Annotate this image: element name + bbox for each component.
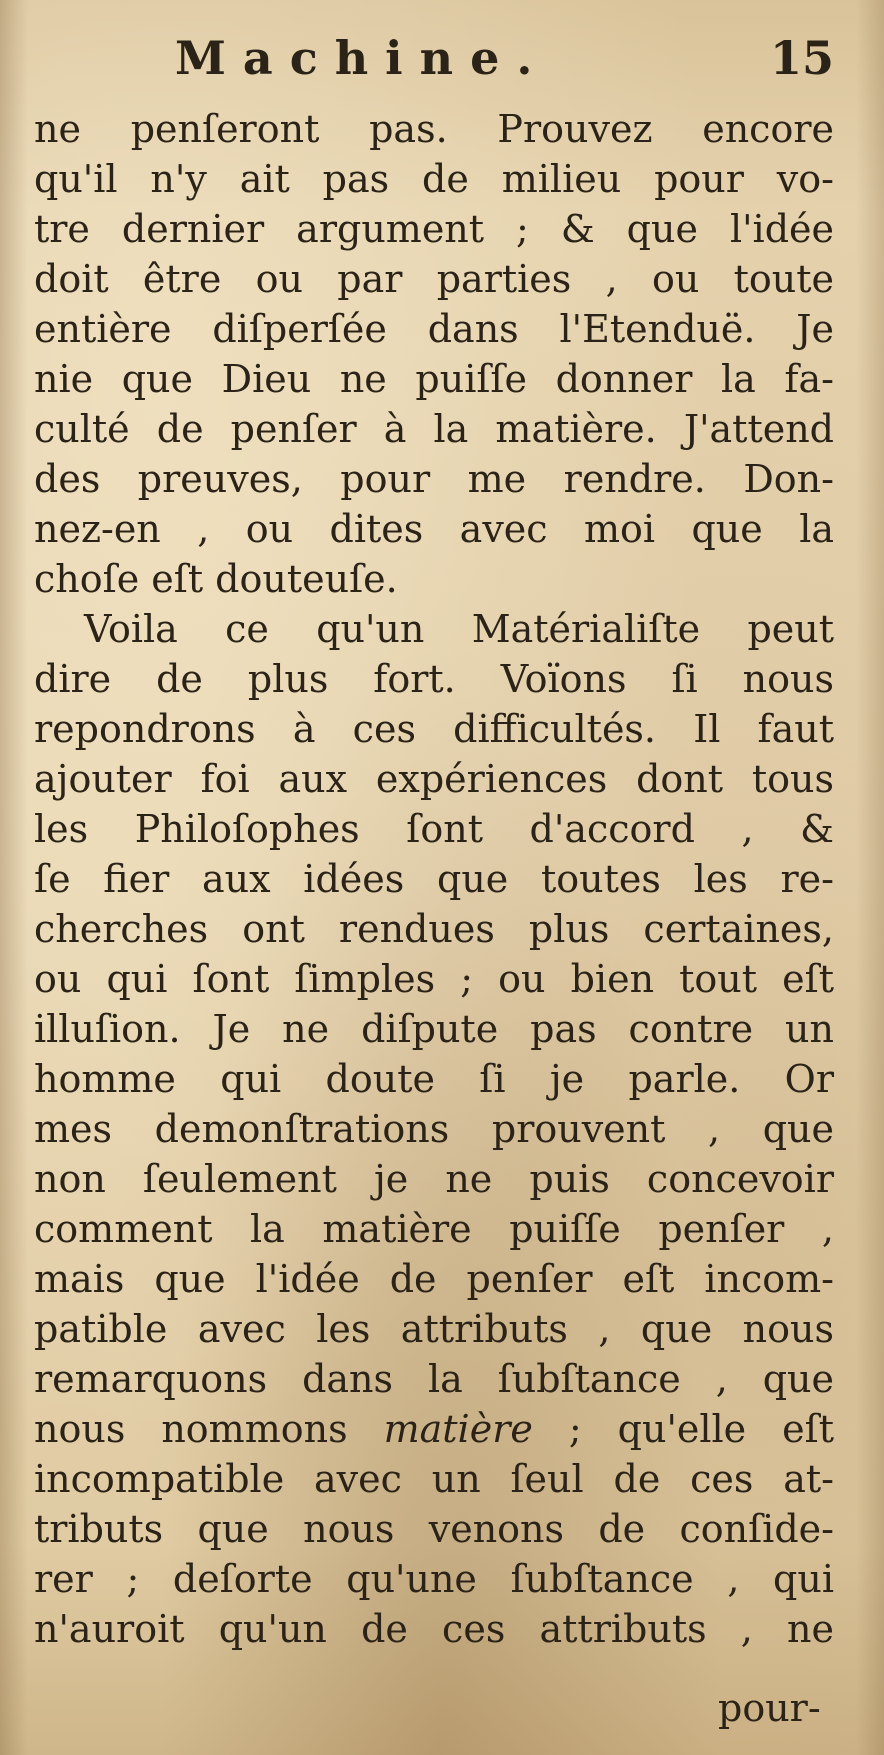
- text-line: [34, 154, 834, 204]
- text-line: [34, 204, 834, 254]
- text-line-content: non ſeulement je ne puis concevoir: [34, 1157, 834, 1201]
- text-line-content: entière diſperſée dans l'Etenduë. Je: [34, 307, 834, 351]
- text-line-content: des preuves, pour me rendre. Don-: [34, 457, 834, 501]
- text-line-content: ou qui ſont ſimples ; ou bien tout eſt: [34, 957, 834, 1001]
- text-line-content: ſe fier aux idées que toutes les re-: [34, 857, 834, 901]
- text-line-content: ajouter foi aux expériences dont tous: [34, 757, 834, 801]
- text-line-content: homme qui doute ſi je parle. Or: [34, 1057, 834, 1101]
- text-line-content: illuſion. Je ne diſpute pas contre un: [34, 1007, 834, 1051]
- page-number: 15: [770, 31, 835, 85]
- text-line-content: les Philoſophes ſont d'accord , &: [34, 807, 834, 851]
- text-line-content: nie que Dieu ne puiſſe donner la fa-: [34, 357, 834, 401]
- text-line: [34, 654, 834, 704]
- page-left-edge-shadow: [0, 0, 28, 1755]
- text-line: [34, 854, 834, 904]
- text-line-content: choſe eſt douteuſe.: [34, 557, 398, 601]
- page-header: [0, 28, 884, 88]
- text-line: [34, 354, 834, 404]
- text-line: [34, 1254, 834, 1304]
- text-line-content: dire de plus fort. Voïons ſi nous: [34, 657, 834, 701]
- text-line-content: tributs que nous venons de conſide-: [34, 1507, 834, 1551]
- body-text: [34, 104, 834, 1654]
- text-line: [34, 1554, 834, 1604]
- text-line: [34, 1054, 834, 1104]
- text-line: [34, 1104, 834, 1154]
- text-line-content: patible avec les attributs , que nous: [34, 1307, 834, 1351]
- page-right-edge-shadow: [856, 0, 884, 1755]
- text-line-content: remarquons dans la ſubſtance , que: [34, 1357, 834, 1401]
- text-line: [34, 254, 834, 304]
- text-line-content: incompatible avec un ſeul de ces at-: [34, 1457, 834, 1501]
- text-line: [34, 1404, 834, 1454]
- catchword: pour-: [718, 1686, 821, 1730]
- text-line: [34, 504, 834, 554]
- text-line: [34, 754, 834, 804]
- text-line-content: Voila ce qu'un Matérialiſte peut: [84, 607, 834, 651]
- text-line: [34, 454, 834, 504]
- text-line-content: nous nommons: [34, 1407, 348, 1451]
- text-line: [34, 1354, 834, 1404]
- text-line-content: nez-en , ou dites avec moi que la: [34, 507, 834, 551]
- text-line-content: cherches ont rendues plus certaines,: [34, 907, 834, 951]
- text-line: [34, 304, 834, 354]
- text-line-content: rer ; deſorte qu'une ſubſtance , qui: [34, 1557, 834, 1601]
- text-line: [34, 1154, 834, 1204]
- text-line-content: tre dernier argument ; & que l'idée: [34, 207, 834, 251]
- text-line-content: doit être ou par parties , ou toute: [34, 257, 834, 301]
- text-line-content: mais que l'idée de penſer eſt incom-: [34, 1257, 834, 1301]
- text-line: [34, 554, 834, 604]
- text-line: [34, 604, 834, 654]
- text-line-content: ne penſeront pas. Prouvez encore: [34, 107, 834, 151]
- text-line-continuation: ; qu'elle eſt: [532, 1407, 834, 1451]
- text-line: [34, 1004, 834, 1054]
- text-line: [34, 1604, 834, 1654]
- text-line: [34, 954, 834, 1004]
- text-line: [34, 904, 834, 954]
- text-line-content: culté de penſer à la matière. J'attend: [34, 407, 834, 451]
- text-line-content: n'auroit qu'un de ces attributs , ne: [34, 1607, 834, 1651]
- text-line: [34, 1304, 834, 1354]
- text-line-content: repondrons à ces difficultés. Il faut: [34, 707, 834, 751]
- italic-word: matière: [383, 1407, 533, 1451]
- text-line: [34, 1504, 834, 1554]
- running-title: Machine.: [175, 31, 550, 85]
- text-line: [34, 104, 834, 154]
- text-line: [34, 804, 834, 854]
- text-line: [34, 1204, 834, 1254]
- text-line: [34, 404, 834, 454]
- text-line: [34, 704, 834, 754]
- text-line-content: comment la matière puiſſe penſer ,: [34, 1207, 834, 1251]
- text-line-content: qu'il n'y ait pas de milieu pour vo-: [34, 157, 834, 201]
- text-line: [34, 1454, 834, 1504]
- text-line-content: mes demonſtrations prouvent , que: [34, 1107, 834, 1151]
